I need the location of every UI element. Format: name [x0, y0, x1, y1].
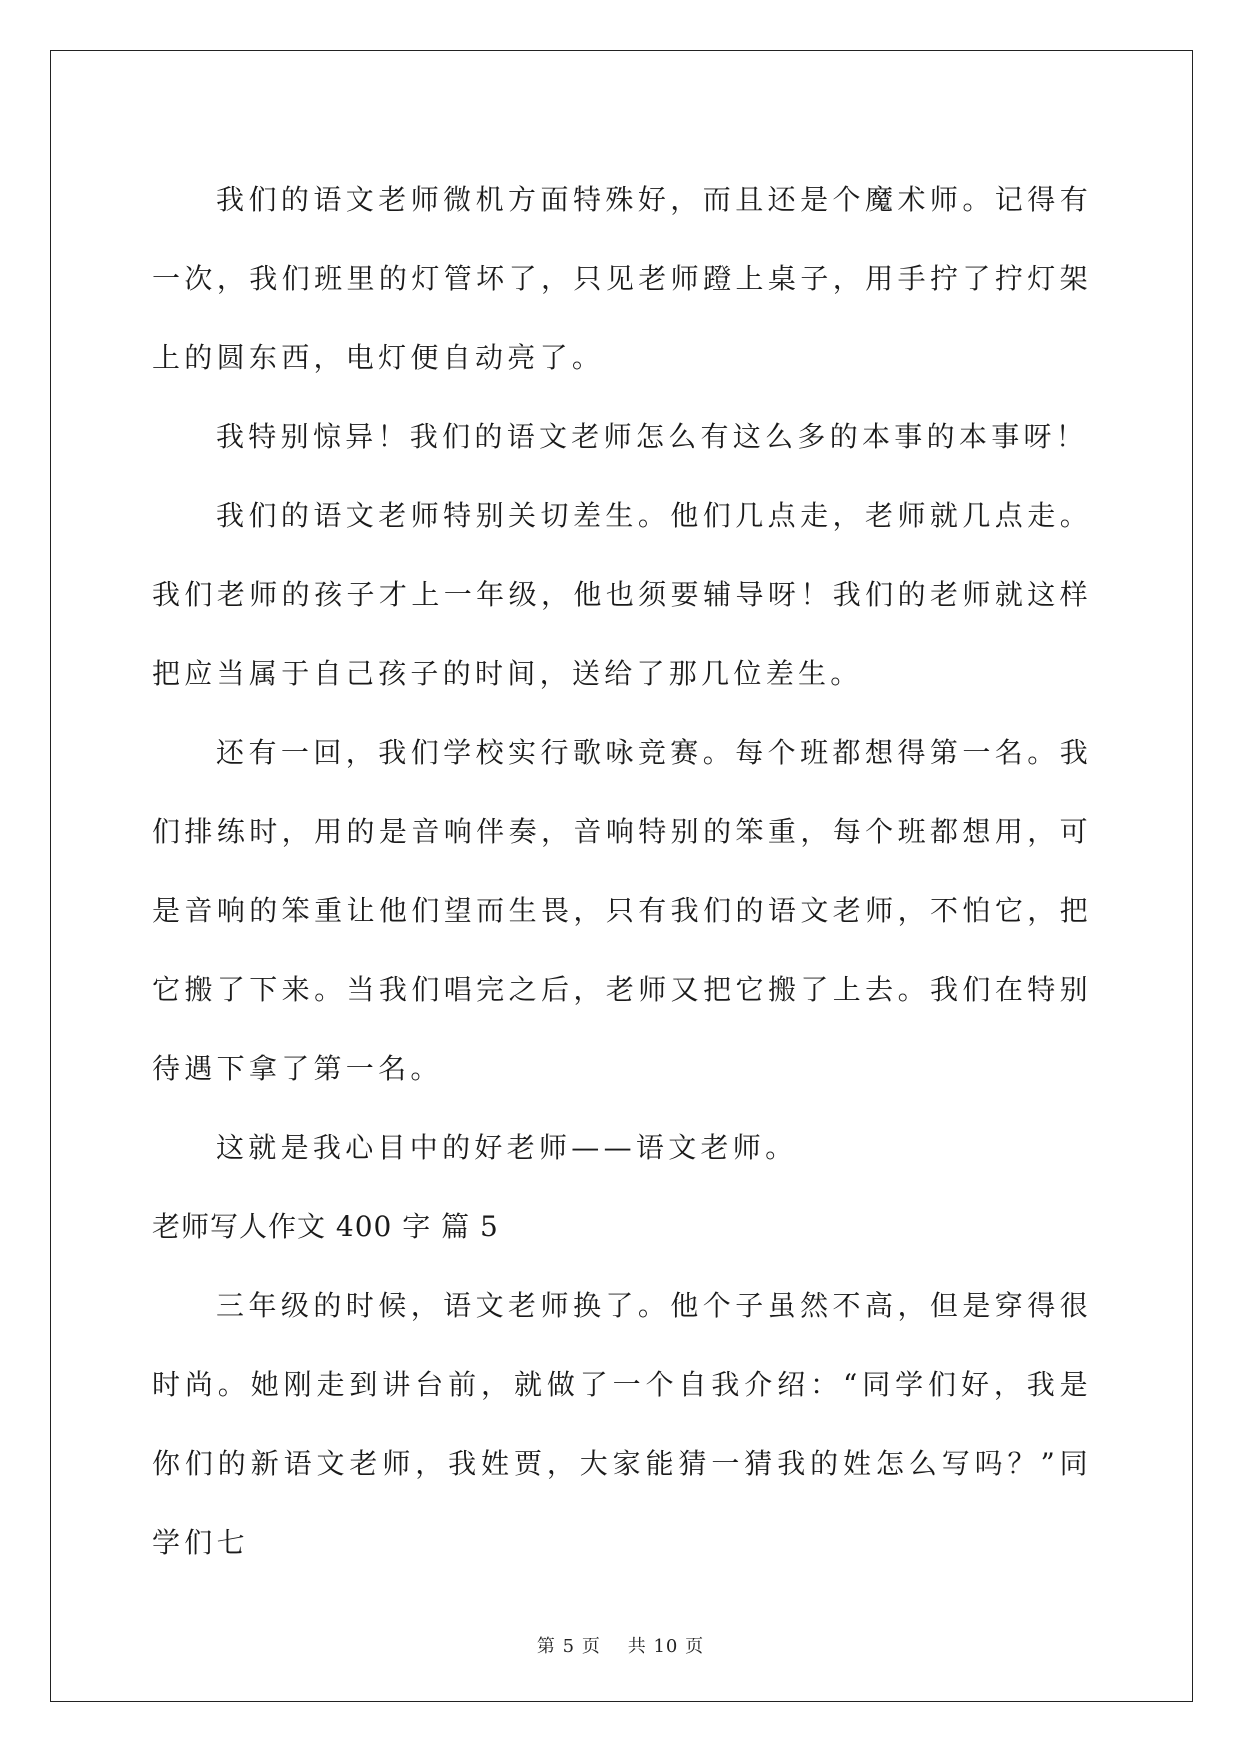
section-heading: 老师写人作文 400 字 篇 5 — [152, 1210, 499, 1243]
paragraph-5: 这就是我心目中的好老师——语文老师。 — [216, 1131, 798, 1164]
paragraph-2: 我特别惊异！我们的语文老师怎么有这么多的本事的本事呀！ — [216, 420, 1089, 453]
section-paragraph-1: 三年级的时候，语文老师换了。他个子虽然不高，但是穿得很时尚。她刚走到讲台前，就做了一个自我介绍：“同学们好，我是你们的新语文老师，我姓贾，大家能猜一猜我的姓怎么写吗？”同学们七 — [152, 1289, 1092, 1559]
page-number: 第 5 页 — [536, 1636, 601, 1657]
page-footer — [0, 1632, 1241, 1658]
document-body — [152, 160, 1092, 1582]
page-total: 共 10 页 — [627, 1636, 705, 1657]
paragraph-1: 我们的语文老师微机方面特殊好，而且还是个魔术师。记得有一次，我们班里的灯管坏了，只见老师蹬上桌子，用手拧了拧灯架上的圆东西，电灯便自动亮了。 — [152, 183, 1092, 374]
paragraph-4: 还有一回，我们学校实行歌咏竞赛。每个班都想得第一名。我们排练时，用的是音响伴奏，音响特别的笨重，每个班都想用，可是音响的笨重让他们望而生畏，只有我们的语文老师，不怕它，把它搬了下来。当我们唱完之后，老师又把它搬了上去。我们在特别待遇下拿了第一名。 — [152, 736, 1092, 1085]
paragraph-3: 我们的语文老师特别关切差生。他们几点走，老师就几点走。我们老师的孩子才上一年级，他也须要辅导呀！我们的老师就这样把应当属于自己孩子的时间，送给了那几位差生。 — [152, 499, 1092, 690]
